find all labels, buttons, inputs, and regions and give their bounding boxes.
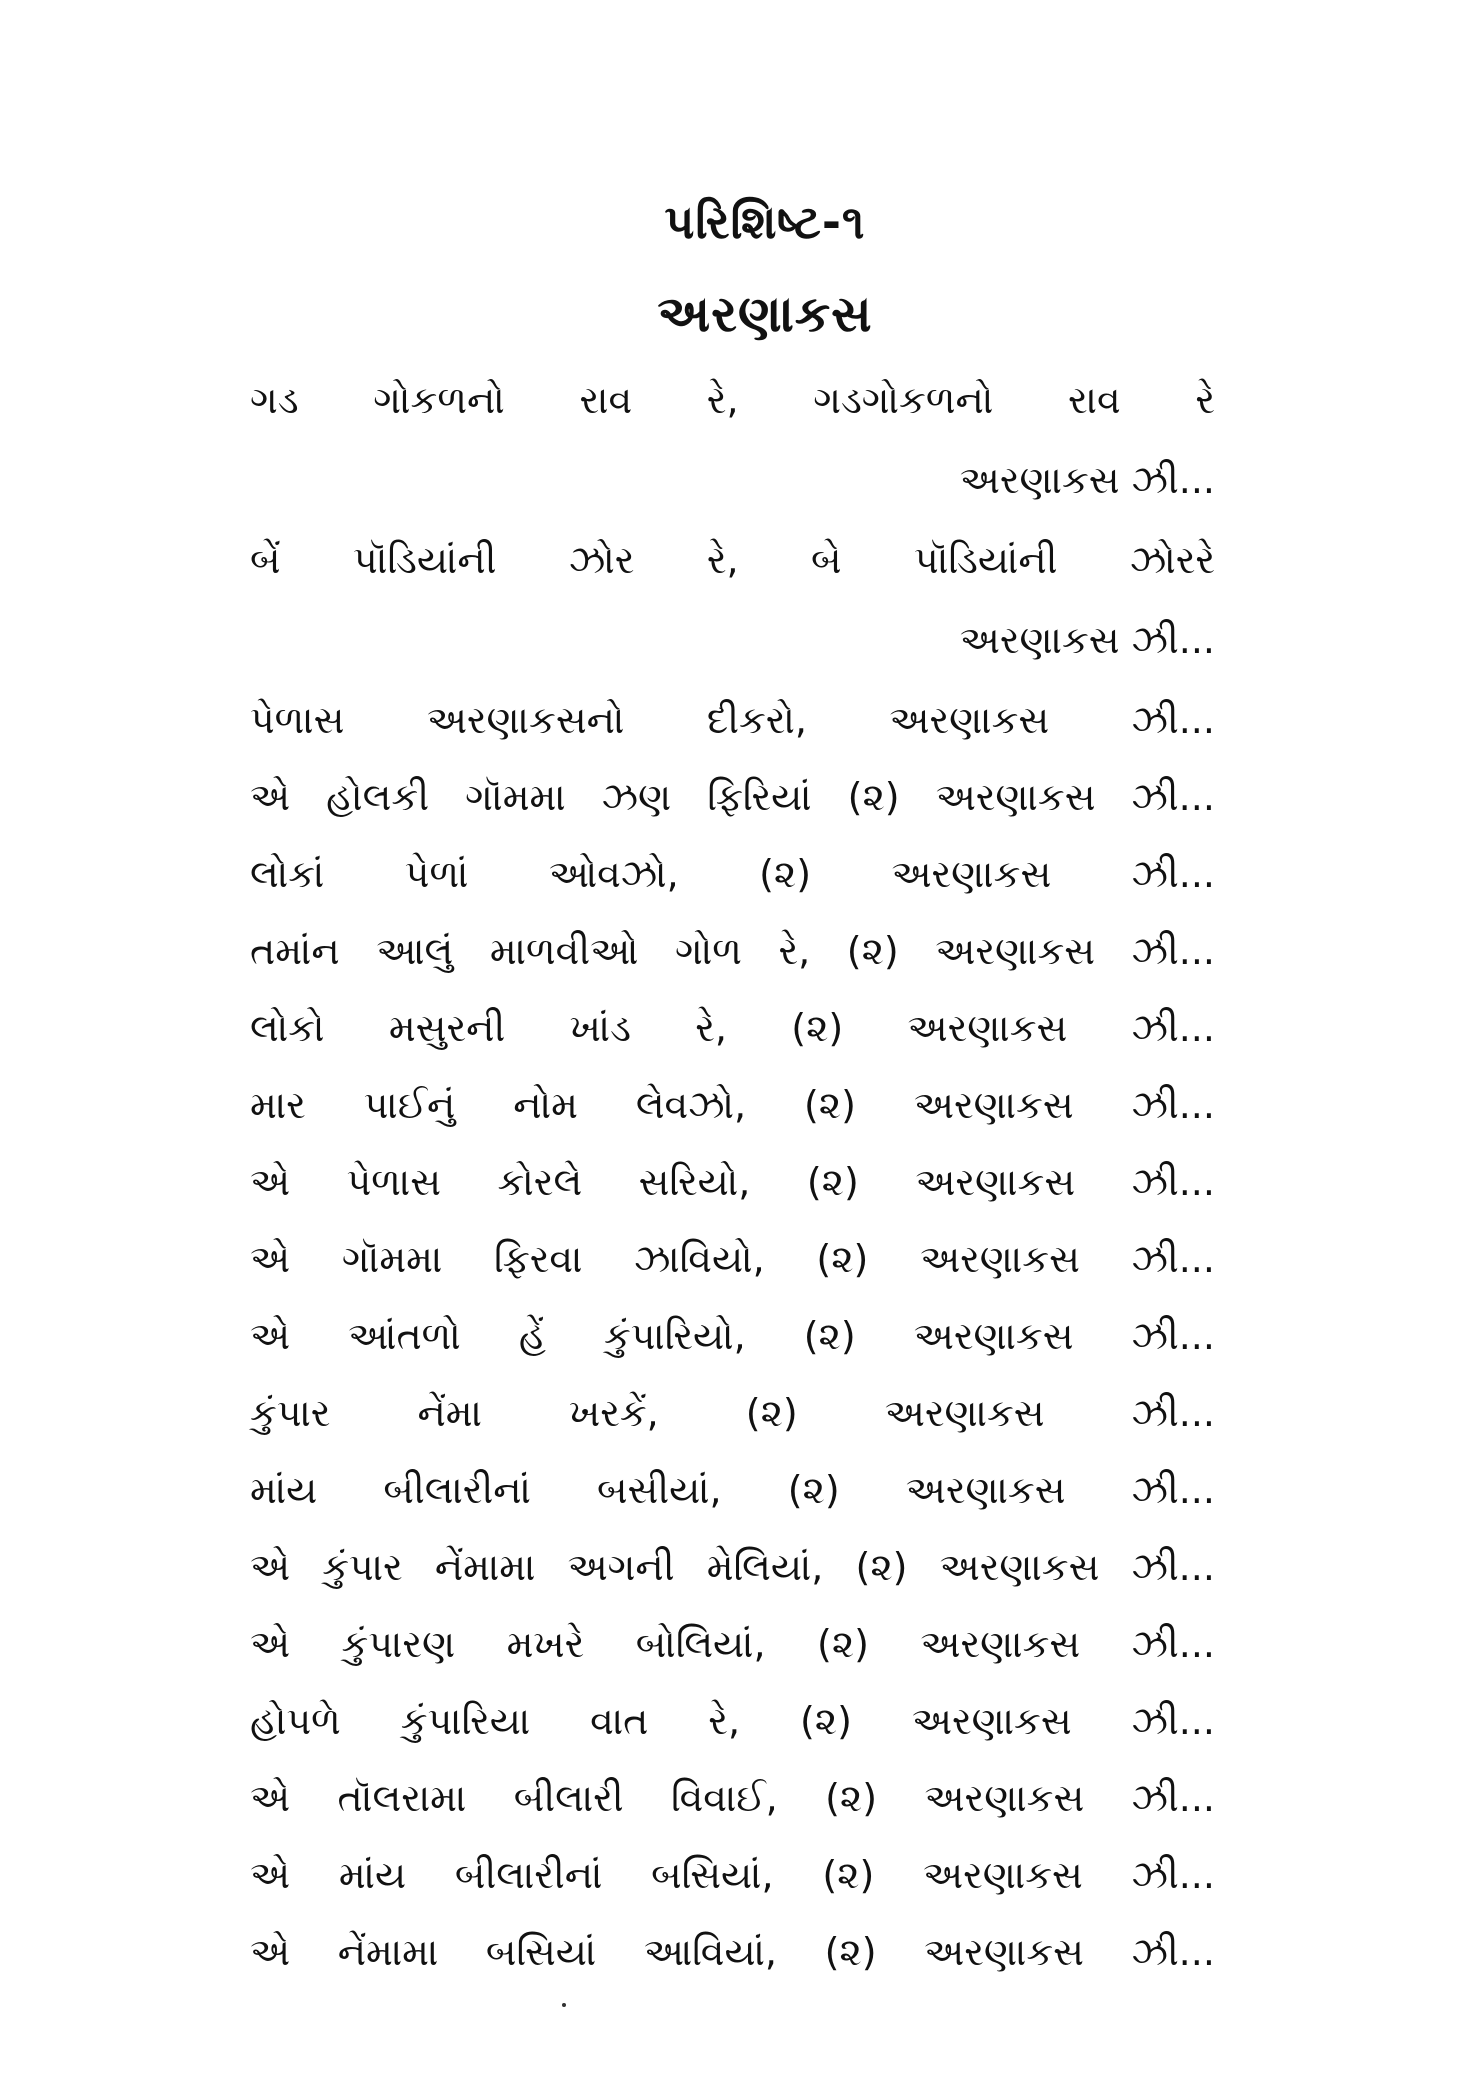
verse-word: ગડગોકળનો	[813, 378, 994, 422]
verse-word: ઝી...	[1131, 1468, 1215, 1512]
verse-word: ઝોરરે	[1129, 538, 1215, 582]
verse-word: ઝી...	[1131, 1237, 1215, 1281]
verse-word: અરણાકસ	[923, 1853, 1083, 1897]
verse-word: ગૉમમા	[465, 775, 566, 819]
verse-word: અરણાકસ	[907, 1006, 1068, 1050]
verse-line	[250, 1462, 1215, 1518]
verse-word: (૨)	[803, 1083, 856, 1127]
verse-word: (૨)	[759, 852, 812, 896]
verse-word: ઝી...	[1131, 1006, 1215, 1050]
song-title: અરણાકસ	[657, 285, 873, 343]
verse-word: ઝી...	[1131, 1314, 1215, 1358]
verse-word: ઝી...	[1131, 698, 1215, 742]
verse-word: નેંમામા	[337, 1930, 439, 1974]
verse-word: મેલિયાં,	[706, 1545, 824, 1589]
verse-word: (૨)	[816, 1237, 869, 1281]
verse-word: ઝણ	[601, 775, 672, 819]
verse-word: અરણાકસનો	[426, 698, 625, 742]
verse-word: ઓવઝો,	[548, 852, 679, 896]
verse-word: અરણાકસ	[935, 775, 1096, 819]
verse-word: રાવ	[1068, 378, 1121, 422]
verse-word: કુંપાર	[250, 1391, 331, 1435]
verse-line	[250, 846, 1215, 902]
appendix-heading: પરિશિષ્ટ-૧	[664, 195, 866, 249]
verse-word: કુંપાર	[322, 1545, 403, 1589]
verse-word: એ	[250, 1160, 291, 1204]
verse-word: ઝી...	[1131, 1083, 1215, 1127]
verse-word: કુંપારણ	[341, 1622, 456, 1666]
verse-word: મખરે	[506, 1622, 585, 1666]
verse-line	[250, 1077, 1215, 1133]
verse-word: અરણાકસ	[939, 1545, 1100, 1589]
verse-word: કુંપારિયો,	[603, 1314, 746, 1358]
verse-word: તૉલરામા	[337, 1776, 467, 1820]
verse-word: અરણાકસ	[920, 1622, 1081, 1666]
verse-word: બસિયાં	[485, 1930, 597, 1974]
verse-word: અરણાકસ	[891, 852, 1052, 896]
verse-word: નેંમામા	[434, 1545, 536, 1589]
verse-word: બીલારીનાં	[454, 1853, 603, 1897]
verse-word: (૨)	[824, 1930, 877, 1974]
verse-word: રે,	[706, 538, 739, 582]
verse-word: (૨)	[822, 1853, 875, 1897]
verse-word: દીકરો,	[706, 698, 807, 742]
verse-word: એ	[250, 1314, 291, 1358]
verse-word: લોકાં	[250, 852, 325, 896]
verse-word: અરણાકસ	[924, 1776, 1085, 1820]
verse-line	[250, 372, 1215, 428]
verse-word: ગૉમમા	[341, 1237, 443, 1281]
verse-word: રે,	[708, 1699, 741, 1743]
verse-word: ઝી...	[1131, 1160, 1215, 1204]
verse-line	[250, 1154, 1215, 1210]
verse-line	[250, 1308, 1215, 1364]
verse-word: લેવઝો,	[635, 1083, 747, 1127]
verse-word: પૉડિયાંની	[913, 538, 1058, 582]
verse-word: (૨)	[787, 1468, 840, 1512]
verse-word: ફિરિયાં	[707, 775, 812, 819]
verse-word: ઝી...	[1131, 1853, 1215, 1897]
verse-word: ઝી...	[1131, 852, 1215, 896]
verse-word: રે,	[695, 1006, 727, 1050]
verse-word: ગોકળનો	[373, 378, 505, 422]
verse-word: (૨)	[791, 1006, 844, 1050]
verse-line	[250, 1693, 1215, 1749]
verse-word: એ	[250, 1545, 291, 1589]
verse-word: ઝી...	[1131, 1930, 1215, 1974]
verse-word: માંય	[338, 1853, 407, 1897]
verse-word: ગોળ	[675, 929, 742, 973]
verse-word: રે	[1195, 378, 1215, 422]
verse-word: આલું	[376, 929, 454, 973]
verse-word: (૨)	[817, 1622, 869, 1666]
verse-word: અગની	[567, 1545, 675, 1589]
verse-word: અરણાકસ	[884, 1391, 1045, 1435]
verse-word: ઝાવિયો,	[634, 1237, 765, 1281]
verse-word: બસિયાં,	[651, 1853, 774, 1897]
verse-word: (૨)	[806, 1160, 859, 1204]
verse-word: રાવ	[579, 378, 633, 422]
verse-word: ઝી...	[1131, 929, 1215, 973]
verse-word: (૨)	[745, 1391, 798, 1435]
verse-word: કુંપારિયા	[400, 1699, 531, 1743]
verse-word: એ	[250, 1776, 291, 1820]
verse-word: ઝી...	[1131, 1776, 1215, 1820]
verse-word: (૨)	[846, 929, 899, 973]
verse-word: અરણાકસ	[889, 698, 1050, 742]
verse-word: ફિરવા	[494, 1237, 583, 1281]
verse-line	[250, 1539, 1215, 1595]
verse-line	[250, 769, 1215, 825]
verse-word: પેળાસ	[250, 698, 345, 742]
verse-word: એ	[250, 1853, 291, 1897]
verse-word: ઝોર	[568, 538, 635, 582]
verse-word: અરણાકસ	[911, 1699, 1072, 1743]
verse-word: ખરકેં,	[568, 1391, 659, 1435]
verse-word: હોપળે	[250, 1699, 341, 1743]
verse-word: આંતળો	[348, 1314, 461, 1358]
verse-word: પેળાસ	[346, 1160, 441, 1204]
verse-word: વાત	[590, 1699, 649, 1743]
verse-word: મસુરની	[388, 1006, 506, 1050]
print-speck	[562, 2003, 566, 2007]
verse-word: રે,	[778, 929, 811, 973]
verse-word: સરિયો,	[638, 1160, 751, 1204]
verse-line-refrain: અરણાકસ ઝી...	[959, 458, 1215, 502]
verse-word: (૨)	[855, 1545, 908, 1589]
verse-word: એ	[250, 1622, 291, 1666]
verse-line	[250, 1000, 1215, 1056]
verse-word: પાઈનું	[363, 1083, 456, 1127]
verse-word: માર	[250, 1083, 306, 1127]
verse-line	[250, 1847, 1215, 1903]
verse-word: બસીયાં,	[596, 1468, 722, 1512]
verse-word: બે	[811, 538, 842, 582]
verse-word: આવિયાં,	[643, 1930, 777, 1974]
verse-line	[250, 923, 1215, 979]
verse-word: (૨)	[803, 1314, 856, 1358]
verse-line	[250, 1231, 1215, 1287]
verse-word: પૉડિયાંની	[352, 538, 497, 582]
verse-word: માળવીઓ	[489, 929, 639, 973]
verse-word: ઝી...	[1131, 775, 1215, 819]
verse-word: ગડ	[250, 378, 299, 422]
verse-word: તમાંન	[250, 929, 340, 973]
verse-word: બીલારીનાં	[383, 1468, 531, 1512]
verse-word: અરણાકસ	[924, 1930, 1084, 1974]
verse-line	[250, 1924, 1215, 1980]
verse-word: (૨)	[799, 1699, 852, 1743]
verse-line	[250, 1770, 1215, 1826]
verse-word: (૨)	[847, 775, 900, 819]
verse-word: અરણાકસ	[920, 1237, 1080, 1281]
verse-word: બેં	[250, 538, 281, 582]
verse-word: નોમ	[513, 1083, 578, 1127]
verse-word: અરણાકસ	[905, 1468, 1066, 1512]
verse-line	[250, 692, 1215, 748]
verse-line	[250, 1616, 1215, 1672]
verse-word: ઝી...	[1131, 1545, 1215, 1589]
verse-word: કોરલે	[497, 1160, 583, 1204]
verse-word: વિવાઈ,	[671, 1776, 778, 1820]
verse-word: ઝી...	[1131, 1622, 1215, 1666]
verse-line-refrain: અરણાકસ ઝી...	[959, 618, 1215, 662]
verse-word: એ	[250, 1930, 291, 1974]
verse-word: નેંમા	[417, 1391, 482, 1435]
verse-word: પેળાં	[404, 852, 469, 896]
verse-word: એ	[250, 1237, 291, 1281]
verse-word: અરણાકસ	[913, 1314, 1074, 1358]
verse-line	[250, 1385, 1215, 1441]
verse-word: બોલિયાં,	[635, 1622, 766, 1666]
verse-word: ઝી...	[1131, 1699, 1215, 1743]
verse-word: ઝી...	[1131, 1391, 1215, 1435]
verse-word: રે,	[706, 378, 739, 422]
verse-word: માંય	[250, 1468, 318, 1512]
verse-word: (૨)	[825, 1776, 878, 1820]
verse-word: અરણાકસ	[913, 1083, 1074, 1127]
verse-word: હોલકી	[326, 775, 430, 819]
verse-word: હેં	[518, 1314, 546, 1358]
verse-word: ખાંડ	[569, 1006, 631, 1050]
verse-word: લોકો	[250, 1006, 325, 1050]
verse-line	[250, 532, 1215, 588]
verse-word: અરણાકસ	[915, 1160, 1076, 1204]
verse-word: અરણાકસ	[935, 929, 1096, 973]
verse-word: બીલારી	[513, 1776, 624, 1820]
verse-word: એ	[250, 775, 291, 819]
